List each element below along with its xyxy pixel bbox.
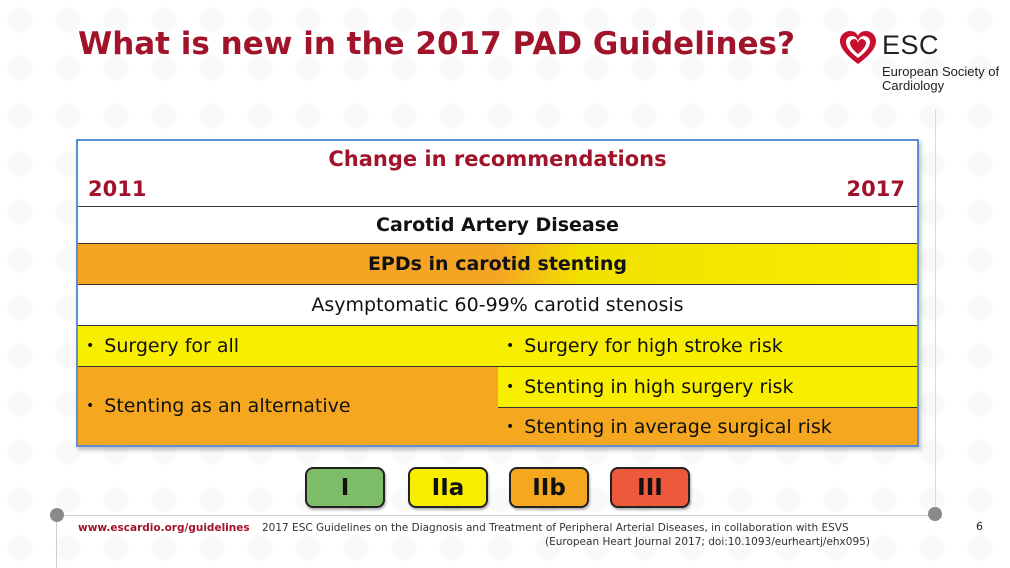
recommendation-new-2b — [498, 408, 917, 445]
heart-icon — [838, 30, 878, 66]
bullet: • — [506, 338, 515, 354]
table-header: Change in recommendations — [328, 147, 667, 171]
condition-title: Asymptomatic 60-99% carotid stenosis — [78, 285, 917, 325]
bullet: • — [506, 418, 515, 435]
recommendation-old-1 — [78, 326, 498, 366]
page-number: 6 — [976, 520, 983, 533]
decorative-dot — [50, 508, 64, 522]
recommendation-new-2a — [498, 367, 917, 407]
class-i-badge: I — [305, 467, 385, 508]
slide-title: What is new in the 2017 PAD Guidelines? — [78, 26, 795, 62]
recommendation-text: Stenting in average surgical risk — [524, 415, 832, 438]
bullet: • — [506, 379, 515, 395]
side-divider — [935, 110, 936, 515]
footer-divider — [56, 515, 57, 568]
year-old-label: 2011 — [88, 177, 147, 201]
logo-organization-name: European Society of Cardiology — [882, 64, 1000, 93]
recommendation-text: Stenting in high surgery risk — [524, 376, 794, 398]
bullet: • — [86, 398, 95, 414]
recommendation-text: Surgery for all — [104, 335, 240, 357]
guidelines-link[interactable]: www.escardio.org/guidelines — [78, 522, 250, 534]
recommendation-old-2 — [78, 367, 498, 445]
recommendation-new-1 — [498, 326, 917, 366]
class-iib-badge: IIb — [509, 467, 589, 508]
class-iia-badge: IIa — [408, 467, 488, 508]
class-iii-badge: III — [610, 467, 690, 508]
class-legend — [305, 467, 693, 509]
reference-line-1: 2017 ESC Guidelines on the Diagnosis and Treatment of Peripheral Arterial Diseases, in collaboration with ESVS — [262, 522, 849, 534]
subsection-title: EPDs in carotid stenting — [78, 244, 917, 284]
section-title: Carotid Artery Disease — [78, 207, 917, 243]
bullet: • — [86, 338, 95, 354]
decorative-dot — [928, 507, 942, 521]
recommendation-text: Surgery for high stroke risk — [524, 335, 783, 357]
esc-logo — [838, 28, 998, 98]
recommendation-text: Stenting as an alternative — [104, 395, 351, 417]
logo-abbreviation: ESC — [882, 30, 940, 60]
recommendations-table — [76, 139, 919, 447]
reference-line-2: (European Heart Journal 2017; doi:10.1093/eurheartj/ehx095) — [545, 536, 870, 548]
footer-divider — [56, 515, 936, 516]
year-new-label: 2017 — [846, 177, 905, 201]
